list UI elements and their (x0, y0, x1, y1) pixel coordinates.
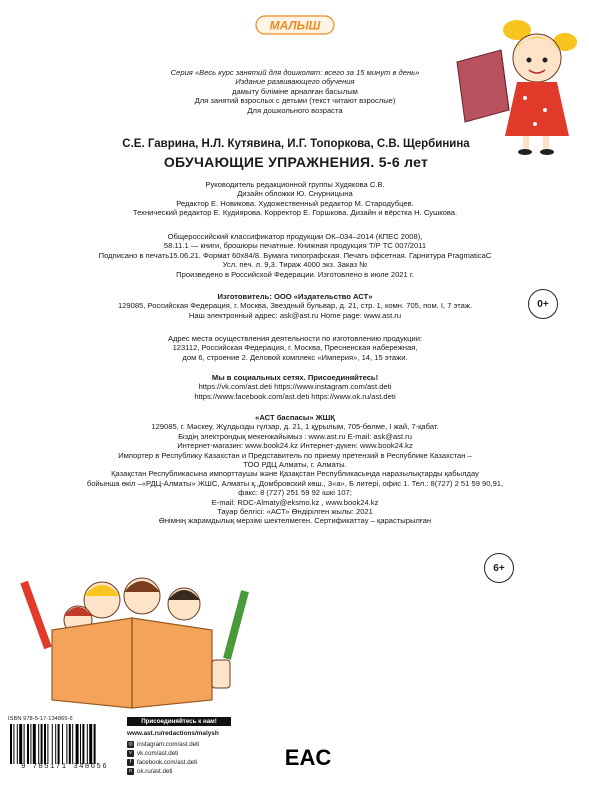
barcode-bar (17, 724, 18, 764)
barcode-bar (41, 724, 43, 764)
series-info (100, 68, 490, 115)
barcode-bar (27, 724, 29, 764)
print-meta (90, 232, 500, 279)
barcode-bar (55, 724, 56, 764)
facebook-icon: f (127, 759, 134, 766)
meta-line: Общероссийский классификатор продукции ОК–034–2014 (КПЕС 2008), (167, 232, 423, 241)
barcode-bar (94, 724, 96, 764)
barcode-bar (10, 724, 12, 764)
social-line[interactable]: https://vk.com/ast.deti https://www.instagram.com/ast.deti (198, 382, 392, 392)
isbn: ISBN 978-5-17-134865-6 (8, 716, 73, 722)
kz-title: «АСТ баспасы» ЖШҚ (255, 413, 335, 422)
credit-line: Руководитель редакционной группы Худякова С.В. (205, 180, 385, 189)
series-line: Серия «Весь курс занятий для дошколят: всего за 15 минут в день» (170, 68, 420, 77)
join-us-banner: Присоединяйтесь к нам! (127, 717, 231, 726)
barcode-bar (69, 724, 71, 764)
activity-line: 123112, Российская Федерация, г. Москва, Пресненская набережная, (172, 343, 418, 353)
credit-line: Технический редактор Е. Кудиярова. Корректор Е. Горшкова. Дизайн и вёрстка Н. Сушкова. (132, 208, 458, 218)
kz-line: Тауар белгісі: «АСТ» Өндірілген жылы: 2021 (217, 507, 373, 517)
kz-line: 129085, г. Мәскеу, Жұлдызды гүлзар, д. 21, 1 құрылым, 705-бөлме, I жай, 7-қабат. (151, 422, 439, 432)
manufacturer-line: 129085, Российская Федерация, г. Москва, Звездный бульвар, д. 21, стр. 1, комн. 705, пом. I, 7 этаж. (117, 301, 473, 311)
kz-line: Қазақстан Республикасына импорттаушы және Қазақстан Республикасында наразылықтарды қабылдау (111, 469, 479, 479)
barcode-bar (62, 724, 63, 764)
barcode-bar (33, 724, 36, 764)
instagram-icon: ◎ (128, 741, 133, 747)
barcode (8, 724, 121, 764)
barcode-bar (19, 724, 22, 764)
social-title: Мы в социальных сетях. Присоединяйтесь! (211, 373, 379, 382)
meta-line: Усл. печ. л. 9,3. Тираж 4000 экз. Заказ № (222, 260, 368, 270)
social-link-facebook[interactable] (127, 759, 197, 766)
kz-line: бойынша өкіл –«РДЦ-Алматы» ЖШС, Алматы қ.,Домбровский көш., 3«а», Б литері, офис 1. Тел.: 8(727) 2 51 59 90,91, (86, 478, 504, 488)
ok-icon: o (127, 768, 134, 775)
barcode-bar (52, 724, 53, 764)
kz-line: Интернет-магазин: www.book24.kz Интернет-дүкен: www.book24.kz (177, 441, 413, 451)
barcode-bar (38, 724, 39, 764)
barcode-bar (82, 724, 84, 764)
manufacturer-title: Изготовитель: ООО «Издательство АСТ» (217, 292, 373, 301)
kids-reading-illustration (22, 560, 252, 710)
social-link-ok[interactable] (127, 768, 172, 775)
social-link-text: vk.com/ast.deti (137, 750, 179, 757)
social-line[interactable]: https://www.facebook.com/ast.deti https://www.ok.ru/ast.deti (194, 391, 396, 401)
barcode-digits: 9 785171 348656 (20, 763, 108, 771)
social-block (90, 373, 500, 401)
barcode-bar (13, 724, 14, 764)
barcode-bar (47, 724, 48, 764)
barcode-bar (58, 724, 60, 764)
series-line: Для дошкольного возраста (247, 105, 343, 115)
kz-line: факс: 8 (727) 251 59 92 ішкі 107; (238, 488, 352, 498)
activity-line: Адрес места осуществления деятельности по изготовлению продукции: (167, 334, 423, 343)
book-title: ОБУЧАЮЩИЕ УПРАЖНЕНИЯ. 5-6 лет (163, 154, 429, 170)
eac-text: EAC (284, 745, 332, 770)
vk-icon: v (127, 750, 134, 757)
barcode-bar (24, 724, 25, 764)
manufacturer (90, 292, 500, 320)
kz-line: Импортер в Республику Казахстан и Представитель по приему претензий в Республике Казахстан – (118, 450, 472, 460)
activity-address (90, 334, 500, 362)
authors: С.Е. Гаврина, Н.Л. Кутявина, И.Г. Топоркова, С.В. Щербинина (122, 138, 470, 150)
malysh-logo (255, 14, 335, 36)
kazakhstan-info (40, 413, 550, 526)
barcode-bar (72, 724, 73, 764)
social-link-text: ok.ru/ast.deti (137, 768, 173, 775)
meta-line: Произведено в Российской Федерации. Изготовлено в июле 2021 г. (176, 269, 414, 279)
social-link-vk[interactable] (127, 750, 178, 757)
kz-line: ТОО РДЦ Алматы, г. Алматы. (243, 460, 347, 470)
age-badge-0plus: 0+ (528, 289, 558, 319)
website-url[interactable]: www.ast.ru/redactions/malysh (127, 730, 219, 737)
kz-line: Біздің электрондық мекенжайымыз : www.ast.ru E-mail: ask@ast.ru (178, 431, 412, 441)
barcode-bar (89, 724, 92, 764)
manufacturer-line: Наш электронный адрес: ask@ast.ru Home page: www.ast.ru (188, 310, 402, 320)
credit-line: Редактор Е. Новикова. Художественный редактор М. Стародубцев. (176, 198, 414, 208)
barcode-bar (76, 724, 79, 764)
social-link-text: instagram.com/ast.deti (137, 741, 200, 748)
credit-line: Дизайн обложки Ю. Снурницына (237, 189, 353, 199)
series-line: дамыту біліміне арналған басылым (232, 86, 358, 96)
credits (90, 180, 500, 218)
barcode-bar (30, 724, 31, 764)
series-line: Издание развивающего обучения (235, 77, 355, 87)
activity-line: дом 6, строение 2. Деловой комплекс «Империя», 14, 15 этажи. (182, 352, 408, 362)
series-line: Для занятий взрослых с детьми (текст читают взрослые) (194, 96, 396, 106)
barcode-bar (87, 724, 88, 764)
logo-text: МАЛЫШ (269, 18, 321, 33)
meta-line: 58.11.1 — книги, брошюры печатные. Книжная продукция Т/Р ТС 007/2011 (163, 241, 427, 251)
kz-line: E-mail: RDC-Almaty@eksmo.kz , www.book24.kz (211, 497, 379, 507)
eac-mark (284, 744, 332, 770)
barcode-bar (80, 724, 81, 764)
social-link-instagram[interactable] (127, 741, 199, 748)
barcode-bar (66, 724, 67, 764)
kz-line: Өнімнің жарамдылық мерзімі шектелмеген. Сертификаттау – қарастырылған (158, 516, 432, 526)
social-link-text: facebook.com/ast.deti (137, 759, 198, 766)
meta-line: Подписано в печать15.06.21. Формат 60х84/8. Бумага типографская. Печать офсетная. Гарнитура PragmaticaC (98, 250, 492, 260)
age-badge-6plus: 6+ (484, 553, 514, 583)
barcode-bar (44, 724, 46, 764)
